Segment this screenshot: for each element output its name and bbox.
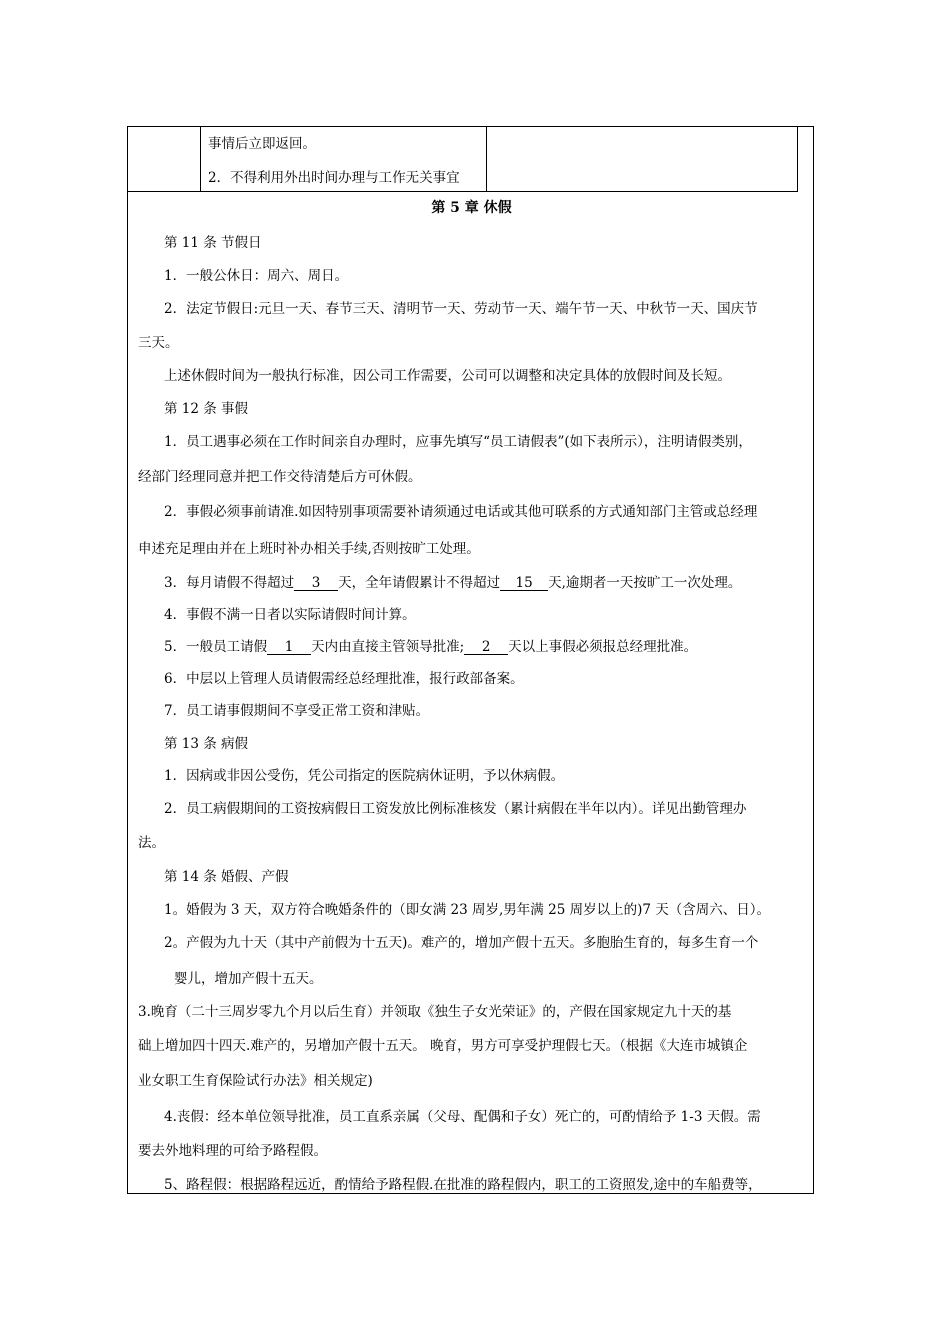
rule-text: 天,逾期者一天按旷工一次处理。	[548, 575, 742, 591]
rule-text: 天，全年请假累计不得超过	[338, 575, 501, 591]
paragraph-line: 4.丧假：经本单位领导批准，员工直系亲属（父母、配偶和子女）死亡的，可酌情给予 1-3 天假。需	[164, 1109, 761, 1125]
table-cell-text: 事情后立即返回。	[208, 136, 316, 152]
column-divider	[797, 127, 798, 192]
chapter-title: 第 5 章 休假	[431, 200, 512, 216]
paragraph-line	[164, 635, 697, 655]
paragraph-line: 4．事假不满一日者以实际请假时间计算。	[164, 607, 416, 623]
article-heading: 第 11 条 节假日	[164, 235, 262, 251]
paragraph-line: 2．事假必须事前请准.如因特别事项需要补请须通过电话或其他可联系的方式通知部门主管或总经理	[164, 504, 758, 520]
paragraph-line: 业女职工生育保险试行办法》相关规定)	[138, 1073, 373, 1089]
paragraph-line: 1．因病或非因公受伤，凭公司指定的医院病休证明，予以休病假。	[164, 768, 565, 784]
paragraph-line: 要去外地料理的可给予路程假。	[138, 1143, 327, 1159]
paragraph-line: 1．员工遇事必须在工作时间亲自办理时，应事先填写“员工请假表”(如下表所示），注明请假类别，	[164, 434, 752, 450]
paragraph-line: 5、路程假：根据路程远近，酌情给予路程假.在批准的路程假内，职工的工资照发,途中的车船费等，	[164, 1177, 762, 1193]
paragraph-line: 2。产假为九十天（其中产前假为十五天)。难产的，增加产假十五天。多胞胎生育的，每多生育一个	[164, 935, 759, 951]
paragraph-line: 上述休假时间为一般执行标准，因公司工作需要，公司可以调整和决定具体的放假时间及长短。	[164, 368, 731, 384]
paragraph-line: 6．中层以上管理人员请假需经总经理批准，报行政部备案。	[164, 671, 524, 687]
filled-blank: 15	[500, 576, 548, 591]
column-divider	[200, 127, 201, 192]
paragraph-line: 经部门经理同意并把工作交待清楚后方可休假。	[138, 469, 422, 485]
paragraph-line: 婴儿，增加产假十五天。	[174, 971, 323, 987]
paragraph-line: 三天。	[138, 335, 179, 351]
article-heading: 第 12 条 事假	[164, 401, 249, 417]
paragraph-line: 1。婚假为 3 天，双方符合晚婚条件的（即女满 23 周岁,男年满 25 周岁以上的)7 天（含周六、日）。	[164, 902, 770, 918]
article-heading: 第 13 条 病假	[164, 736, 249, 752]
filled-blank: 3	[294, 576, 338, 591]
paragraph-line: 7．员工请事假期间不享受正常工资和津贴。	[164, 703, 430, 719]
filled-blank: 1	[267, 640, 311, 655]
paragraph-line: 2．员工病假期间的工资按病假日工资发放比例标准核发（累计病假在半年以内）。详见出勤管理办	[164, 801, 747, 817]
paragraph-line: 3.晚育（二十三周岁零九个月以后生育）并领取《独生子女光荣证》的，产假在国家规定九十天的基	[138, 1004, 732, 1020]
paragraph-line: 申述充足理由并在上班时补办相关手续,否则按旷工处理。	[138, 541, 480, 557]
article-heading: 第 14 条 婚假、产假	[164, 869, 289, 885]
paragraph-line	[164, 571, 741, 591]
paragraph-line: 2．法定节假日:元旦一天、春节三天、清明节一天、劳动节一天、端午节一天、中秋节一天、国庆节	[164, 301, 758, 317]
document-frame	[127, 126, 814, 1194]
paragraph-line: 1．一般公休日：周六、周日。	[164, 268, 349, 284]
paragraph-line: 础上增加四十四天.难产的，另增加产假十五天。 晚育，男方可享受护理假七天。（根据《大连市城镇企	[138, 1038, 748, 1054]
filled-blank: 2	[464, 640, 508, 655]
column-divider	[486, 127, 487, 192]
rule-text: 3．每月请假不得超过	[164, 575, 295, 591]
rule-text: 天内由直接主管领导批准;	[311, 639, 465, 655]
table-row	[128, 127, 798, 192]
rule-text: 天以上事假必须报总经理批准。	[508, 639, 698, 655]
paragraph-line: 法。	[138, 835, 165, 851]
table-cell-text: 2．不得利用外出时间办理与工作无关事宜	[208, 170, 460, 186]
rule-text: 5．一般员工请假	[164, 639, 268, 655]
